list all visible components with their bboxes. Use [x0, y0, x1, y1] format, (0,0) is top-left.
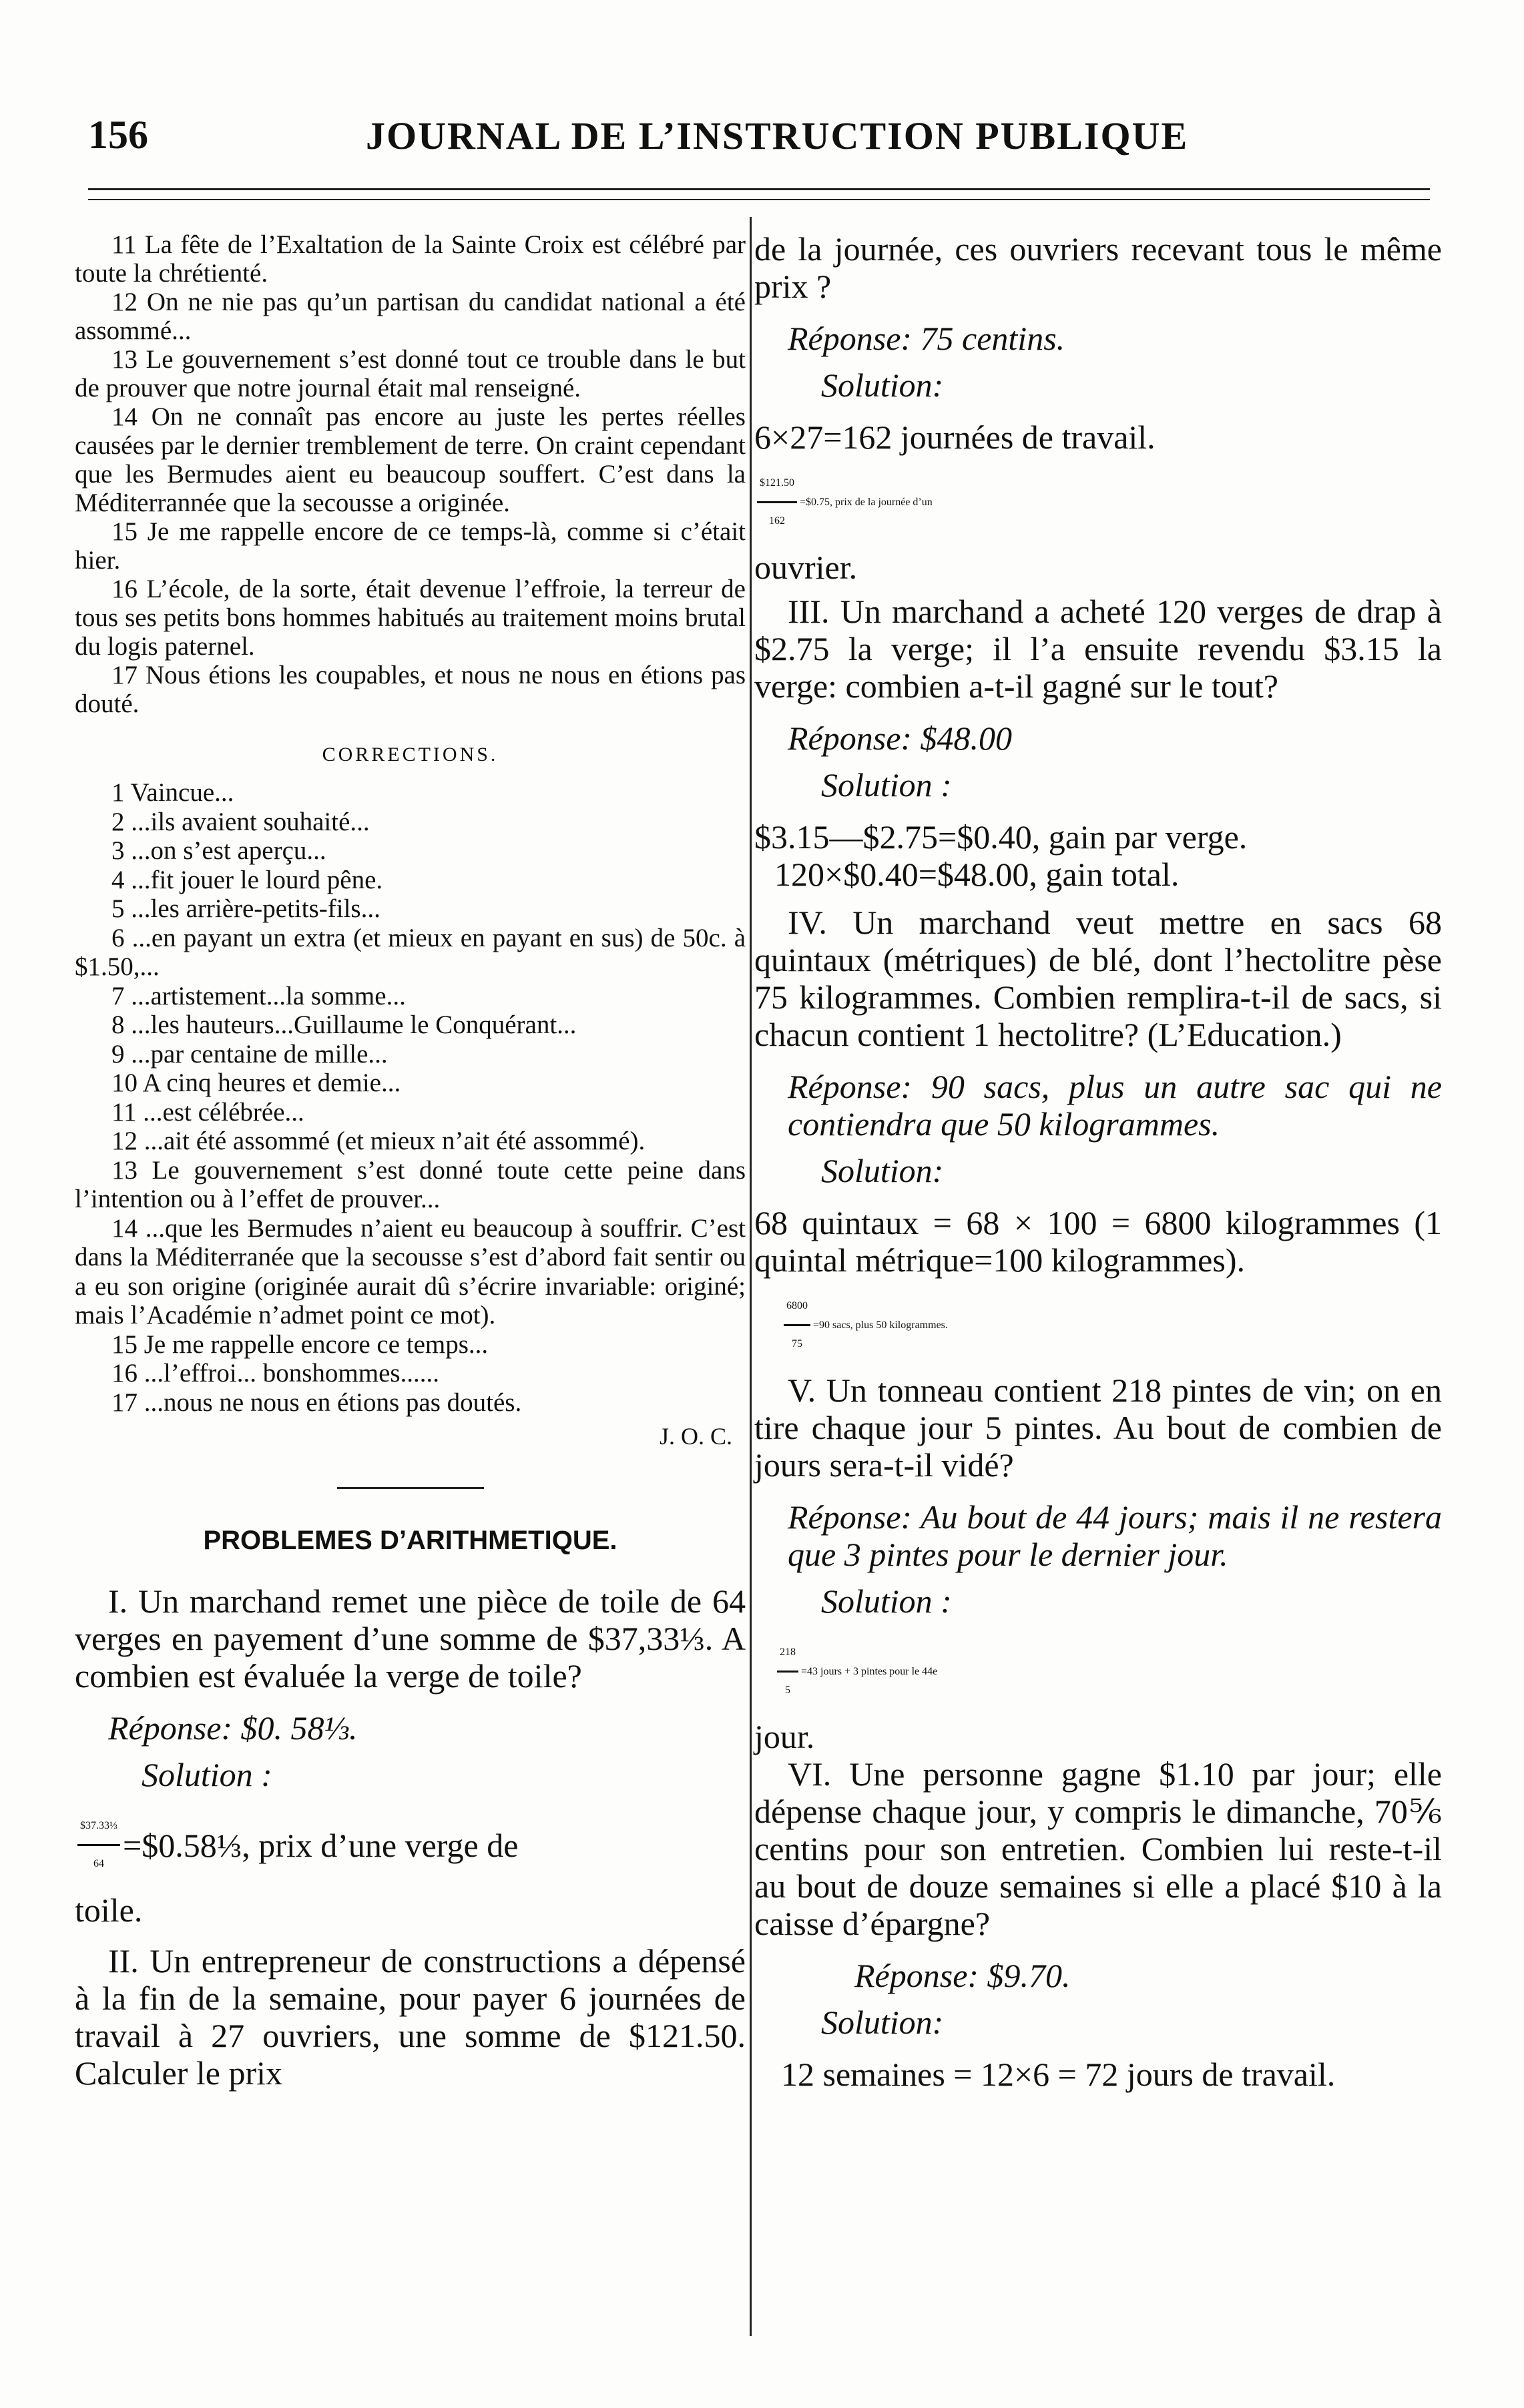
solution-line: $3.15—$2.75=$0.40, gain par verge.	[754, 818, 1248, 856]
exercise-item: 16 L’école, de la sorte, était devenue l’effroie, la terreur de tous ses petits bons hommes habitués au traitement moins brutal du logis paternel.	[75, 575, 746, 661]
problem-text: III. Un marchand a acheté 120 verges de drap à $2.75 la verge; il l’a ensuite revendu $3.15 la verge: combien a-t-il gagné sur le tout?	[754, 593, 1442, 705]
answer: Réponse: 90 sacs, plus un autre sac qui ne contiendra que 50 kilogrammes.	[788, 1068, 1442, 1143]
continuation: ouvrier.	[754, 549, 858, 586]
solution-label: Solution:	[821, 2004, 944, 2041]
exercise-item: 13 Le gouvernement s’est donné tout ce trouble dans le but de prouver que notre journal était mal renseigné.	[75, 345, 746, 402]
continuation: de la journée, ces ouvriers recevant tous le même prix ?	[754, 230, 1442, 305]
correction-item: 7 ...artistement...la somme...	[111, 981, 406, 1010]
solution-line: 68 quintaux = 68 × 100 = 6800 kilogrammes (1 quintal métrique=100 kilogrammes).	[754, 1204, 1442, 1279]
exercise-item: 14 On ne connaît pas encore au juste les pertes réelles causées par le dernier tremblement de terre. On craint cependant que les Bermudes aient eu beaucoup souffert. C’est dans la Méditerrannée que la secousse a originée.	[75, 402, 746, 517]
solution-label: Solution:	[821, 1152, 944, 1189]
equation-result: =$0.58⅓, prix d’une verge de	[123, 1826, 519, 1864]
answer: Réponse: $48.00	[788, 719, 1013, 757]
numerator: 218	[777, 1634, 798, 1673]
answer: Réponse: $9.70.	[854, 1957, 1071, 1994]
fraction-equation	[774, 1634, 1442, 1709]
fraction	[784, 1288, 810, 1362]
fraction-equation	[781, 1288, 1442, 1362]
correction-item: 13 Le gouvernement s’est donné toute cette peine dans l’intention ou à l’effet de prouver...	[75, 1155, 746, 1213]
fraction	[757, 465, 797, 539]
solution-line: 120×$0.40=$48.00, gain total.	[774, 856, 1180, 893]
answer: Réponse: $0. 58⅓.	[108, 1709, 358, 1747]
page-number: 156	[88, 113, 148, 157]
problem-text: I. Un marchand remet une pièce de toile de 64 verges en payement d’une somme de $37,33⅓. A combien est évaluée la verge de toile?	[75, 1582, 746, 1695]
exercise-item: 11 La fête de l’Exaltation de la Sainte Croix est célébré par toute la chrétienté.	[75, 230, 746, 288]
problem-text: IV. Un marchand veut mettre en sacs 68 quintaux (métriques) de blé, dont l’hectolitre pèse 75 kilogrammes. Combien remplira-t-il de sacs, si chacun contient 1 hectolitre? (L’Education.)	[754, 904, 1442, 1053]
exercise-list	[75, 230, 746, 718]
continuation: toile.	[75, 1891, 143, 1929]
numerator: $37.33⅓	[77, 1808, 120, 1846]
correction-item: 6 ...en payant un extra (et mieux en payant en sus) de 50c. à $1.50,...	[75, 923, 746, 981]
answer: Réponse: Au bout de 44 jours; mais il ne restera que 3 pintes pour le dernier jour.	[788, 1498, 1442, 1573]
corrections-heading: CORRECTIONS.	[322, 743, 499, 766]
correction-item: 3 ...on s’est aperçu...	[111, 836, 326, 865]
numerator: 6800	[784, 1288, 810, 1326]
left-column	[75, 230, 746, 2092]
fraction	[777, 1634, 798, 1709]
problems-heading: PROBLEMES D’ARITHMETIQUE.	[203, 1526, 617, 1555]
correction-item: 16 ...l’effroi... bonshommes......	[111, 1359, 440, 1388]
solution-label: Solution :	[821, 1582, 952, 1620]
correction-item: 9 ...par centaine de mille...	[111, 1039, 388, 1069]
solution-label: Solution :	[821, 766, 952, 804]
equation-result: =$0.75, prix de la journée d’un	[800, 496, 933, 508]
problem-text: II. Un entrepreneur de constructions a dépensé à la fin de la semaine, pour payer 6 journées de travail à 27 ouvriers, une somme de $121.50. Calculer le prix	[75, 1942, 746, 2092]
correction-item: 1 Vaincue...	[111, 778, 234, 807]
denominator: 5	[785, 1685, 790, 1696]
correction-item: 11 ...est célébrée...	[111, 1097, 304, 1127]
correction-item: 8 ...les hauteurs...Guillaume le Conquérant...	[111, 1010, 577, 1039]
equation-result: =43 jours + 3 pintes pour le 44e	[801, 1665, 938, 1677]
solution-line: 12 semaines = 12×6 = 72 jours de travail.	[781, 2056, 1336, 2093]
correction-item: 17 ...nous ne nous en étions pas doutés.	[111, 1388, 522, 1417]
header-rule-bottom	[88, 199, 1430, 200]
fraction-equation	[75, 1808, 746, 1882]
continuation: jour.	[754, 1718, 815, 1755]
correction-item: 5 ...les arrière-petits-fils...	[111, 894, 380, 923]
correction-item: 4 ...fit jouer le lourd pêne.	[111, 865, 383, 894]
problem-1	[75, 1582, 746, 2092]
solution-label: Solution :	[142, 1756, 272, 1793]
denominator: 64	[93, 1858, 104, 1869]
solution-line: 6×27=162 journées de travail.	[754, 418, 1156, 456]
exercise-item: 12 On ne nie pas qu’un partisan du candidat national a été assommé...	[75, 288, 746, 345]
correction-item: 10 A cinq heures et demie...	[111, 1069, 401, 1097]
correction-item: 14 ...que les Bermudes n’aient eu beaucoup à souffrir. C’est dans la Méditerranée que la secousse s’est d’abord fait sentir ou a eu son origine (originée aurait dû s’écrire invariable: originé; mais l’Académie n’admet point ce mot).	[75, 1213, 746, 1329]
correction-item: 12 ...ait été assommé (et mieux n’ait été assommé).	[111, 1127, 646, 1155]
denominator: 162	[769, 515, 785, 527]
solution-label: Solution:	[821, 366, 944, 404]
denominator: 75	[792, 1338, 802, 1349]
problem-text: V. Un tonneau contient 218 pintes de vin; on en tire chaque jour 5 pintes. Au bout de combien de jours sera-t-il vidé?	[754, 1372, 1442, 1484]
signature: J. O. C.	[659, 1423, 732, 1450]
answer: Réponse: 75 centins.	[788, 320, 1065, 357]
equation-result: =90 sacs, plus 50 kilogrammes.	[813, 1319, 948, 1331]
section-separator	[337, 1487, 484, 1489]
fraction-equation	[754, 465, 1442, 539]
journal-title: JOURNAL DE L’INSTRUCTION PUBLIQUE	[366, 114, 1189, 158]
right-column	[754, 230, 1442, 2093]
column-divider	[750, 217, 752, 2336]
exercise-item: 15 Je me rappelle encore de ce temps-là, comme si c’était hier.	[75, 517, 746, 575]
numerator: $121.50	[757, 465, 797, 503]
correction-item: 2 ...ils avaient souhaité...	[111, 807, 370, 836]
fraction	[77, 1808, 120, 1882]
correction-item: 15 Je me rappelle encore ce temps...	[111, 1329, 489, 1359]
header-rule-top	[88, 188, 1430, 190]
exercise-item: 17 Nous étions les coupables, et nous ne nous en étions pas douté.	[75, 661, 746, 718]
problem-text: VI. Une personne gagne $1.10 par jour; elle dépense chaque jour, y compris le dimanche, 70⅚ centins pour son entretien. Combien lui reste-t-il au bout de douze semaines si elle a placé $10 à la caisse d’épargne?	[754, 1755, 1442, 1942]
corrections-list	[75, 778, 746, 1417]
